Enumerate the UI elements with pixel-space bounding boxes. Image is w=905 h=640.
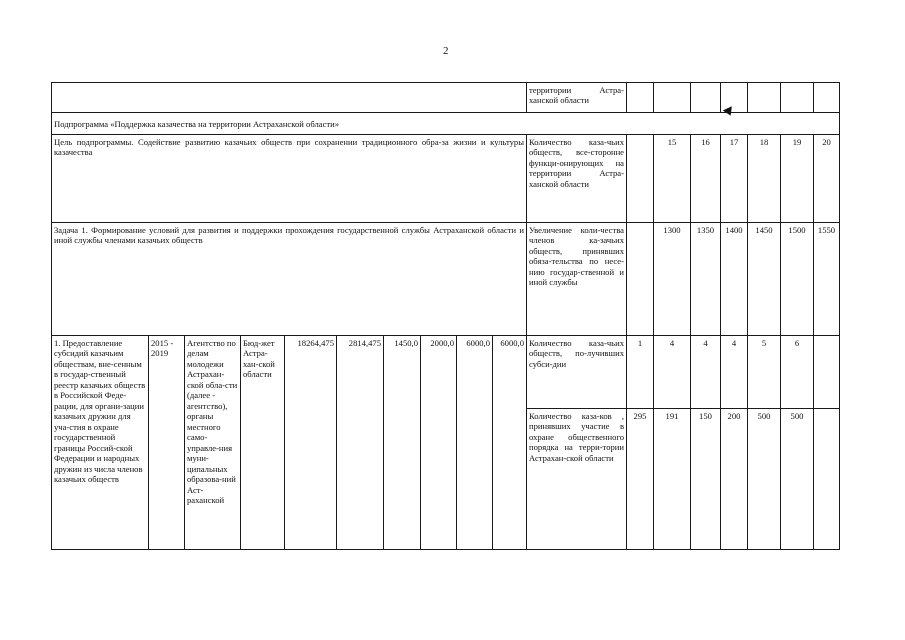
empty-cell <box>814 409 840 550</box>
goal-value: 15 <box>654 135 691 223</box>
task-text: Задача 1. Формирование условий для развития и поддержки прохождения государственной службы Астраханской области и иной службы членами казачьих обществ <box>52 223 527 336</box>
event-year-amount: 2000,0 <box>421 336 457 550</box>
goal-value: 19 <box>781 135 814 223</box>
event-total-amount: 18264,475 <box>285 336 337 550</box>
event-year-amount: 6000,0 <box>493 336 527 550</box>
event-row <box>52 336 840 409</box>
indicator-value: 4 <box>691 336 721 409</box>
continuation-empty-cell <box>52 83 527 113</box>
task-value: 1450 <box>748 223 781 336</box>
indicator-value: 295 <box>627 409 654 550</box>
indicator-value: 1 <box>627 336 654 409</box>
page-number: 2 <box>443 45 449 57</box>
program-table <box>51 82 840 550</box>
task-value: 1500 <box>781 223 814 336</box>
indicator-value: 191 <box>654 409 691 550</box>
empty-cell <box>627 135 654 223</box>
continuation-row <box>52 83 840 113</box>
goal-row <box>52 135 840 223</box>
goal-value: 20 <box>814 135 840 223</box>
empty-cell <box>721 83 748 113</box>
event-year-amount: 1450,0 <box>384 336 421 550</box>
event-year-amount: 6000,0 <box>457 336 493 550</box>
goal-value: 17 <box>721 135 748 223</box>
goal-indicator: Количество каза-чьих обществ, все-сторонне функци-онирующих на территории Астра-ханской области <box>527 135 627 223</box>
task-value: 1300 <box>654 223 691 336</box>
task-value: 1350 <box>691 223 721 336</box>
event-year-amount: 2814,475 <box>337 336 384 550</box>
event-funding-source: Бюд-жет Астра-хан-ской области <box>241 336 285 550</box>
indicator-value: 4 <box>721 336 748 409</box>
goal-value: 16 <box>691 135 721 223</box>
empty-cell <box>814 83 840 113</box>
empty-cell <box>627 83 654 113</box>
empty-cell <box>814 336 840 409</box>
task-value: 1400 <box>721 223 748 336</box>
empty-cell <box>691 83 721 113</box>
subprogram-title: Подпрограмма «Поддержка казачества на территории Астраханской области» <box>52 113 840 135</box>
event-executor: Агентство по делам молодежи Астрахан-ской обла-сти (далее - агентство), органы местного само-управле-ния муни-ципальных образова-ний Аст-раханской <box>185 336 241 550</box>
task-value: 1550 <box>814 223 840 336</box>
event-indicator: Количество каза-ков , принявших участие в охране общественного порядка на терри-тории Астрахан-ской области <box>527 409 627 550</box>
empty-cell <box>627 223 654 336</box>
subprogram-row <box>52 113 840 135</box>
indicator-value: 6 <box>781 336 814 409</box>
indicator-value: 500 <box>748 409 781 550</box>
event-term: 2015 - 2019 <box>149 336 185 550</box>
event-name: 1. Предоставление субсидий казачьим обществам, вне-сенным в государ-ственный реестр казачьих обществ в Российской Феде-рации, для органи-зации казачьих дружин для уча-стия в охране государственной границы Россий-ской Федерации и народных дружин из числа членов казачьих обществ <box>52 336 149 550</box>
task-indicator: Увеличение коли-чества членов ка-зачьих обществ, принявших обяза-тельства по несе-нию государ-ственной и иной службы <box>527 223 627 336</box>
task-row <box>52 223 840 336</box>
indicator-value: 500 <box>781 409 814 550</box>
continuation-indicator: территории Астра-ханской области <box>527 83 627 113</box>
empty-cell <box>748 83 781 113</box>
goal-text: Цель подпрограммы. Содействие развитию казачьих обществ при сохранении традиционного обра-за жизни и культуры казачества <box>52 135 527 223</box>
event-indicator: Количество каза-чьих обществ, по-лучивших субси-дии <box>527 336 627 409</box>
empty-cell <box>654 83 691 113</box>
indicator-value: 150 <box>691 409 721 550</box>
goal-value: 18 <box>748 135 781 223</box>
indicator-value: 200 <box>721 409 748 550</box>
empty-cell <box>781 83 814 113</box>
indicator-value: 4 <box>654 336 691 409</box>
indicator-value: 5 <box>748 336 781 409</box>
